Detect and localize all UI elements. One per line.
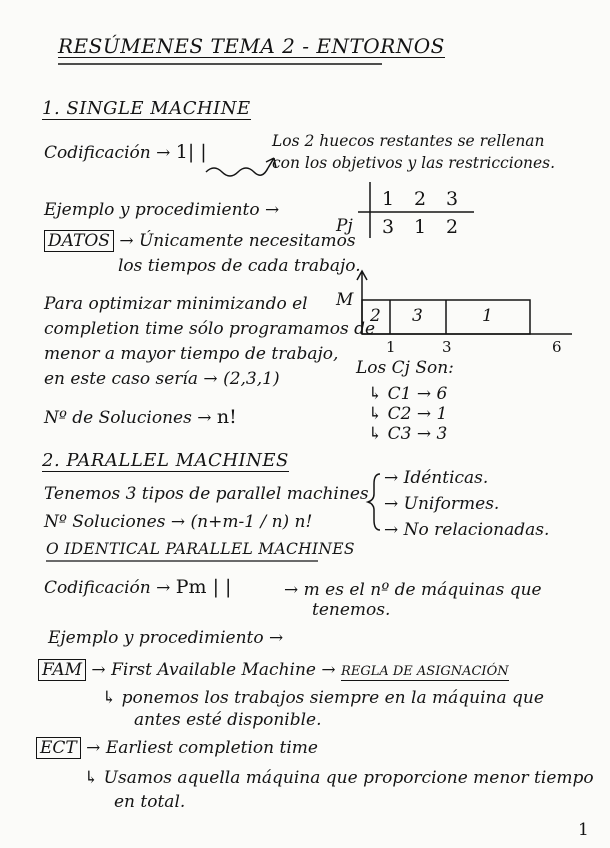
tipos-line: Tenemos 3 tipos de parallel machines xyxy=(44,484,369,504)
ejemplo-label: Ejemplo y procedimiento xyxy=(44,200,260,220)
cj-item-c2: ↳ C2 → 1 xyxy=(368,404,448,424)
datos-text-1: Únicamente necesitamos xyxy=(138,231,356,251)
gantt-tick-6: 6 xyxy=(552,338,562,356)
cj-item-c1: ↳ C1 → 6 xyxy=(368,384,448,404)
datos-line xyxy=(44,233,356,250)
fam-desc-1-text: ponemos los trabajos siempre en la máquina que xyxy=(121,688,544,708)
num-solutions-pm-label: Nº Soluciones xyxy=(44,512,166,532)
gantt-block-3: 3 xyxy=(412,306,423,326)
codificacion-value: 1| | xyxy=(175,141,207,163)
ect-desc-2: en total. xyxy=(114,792,186,812)
arrow-icon: → xyxy=(156,578,171,598)
arrow-icon: → xyxy=(119,231,134,251)
hook-arrow-icon: ↳ xyxy=(102,688,117,708)
codificacion-pm-value: Pm | | xyxy=(175,576,232,598)
optimal-order: (2,3,1) xyxy=(223,369,280,389)
gantt-tick-3: 3 xyxy=(442,338,452,356)
codificacion-line xyxy=(44,143,207,162)
num-solutions-value: n! xyxy=(216,406,237,428)
fam-tag: FAM xyxy=(38,659,86,681)
page-title: RESÚMENES TEMA 2 - ENTORNOS xyxy=(58,34,445,58)
table-row-label: Pj xyxy=(336,216,353,236)
cj-item-c3: ↳ C3 → 3 xyxy=(368,424,448,444)
ejemplo-pm-label: Ejemplo y procedimiento xyxy=(48,628,264,648)
m-text-1: m es el nº de máquinas que xyxy=(303,580,542,600)
datos-tag: DATOS xyxy=(44,230,114,252)
arrow-icon: → xyxy=(269,628,284,648)
arrow-icon: → xyxy=(91,660,106,680)
brace xyxy=(368,474,380,530)
table-job-1: 1 xyxy=(382,188,395,210)
table-job-2: 2 xyxy=(414,188,427,210)
page-number: 1 xyxy=(578,820,589,840)
gantt-block-1: 1 xyxy=(482,306,493,326)
ect-line xyxy=(36,740,318,757)
arrow-icon: → xyxy=(321,660,336,680)
para-line-1: Para optimizar minimizando el xyxy=(44,294,308,314)
fam-desc-1 xyxy=(102,690,544,707)
ect-desc-1 xyxy=(84,770,594,787)
arrow-icon: → xyxy=(86,738,101,758)
table-time-2: 1 xyxy=(414,216,427,238)
arrow-icon: → xyxy=(197,408,212,428)
num-solutions-label: Nº de Soluciones xyxy=(44,408,192,428)
codificacion-pm-label: Codificación xyxy=(44,578,151,598)
arrow-icon: → xyxy=(170,512,186,532)
para-line-3: menor a mayor tiempo de trabajo, xyxy=(44,344,339,364)
identical-heading: O IDENTICAL PARALLEL MACHINES xyxy=(46,540,355,558)
gantt-block-2: 2 xyxy=(370,306,381,326)
ect-tag: ECT xyxy=(36,737,81,759)
wavy-arrow xyxy=(206,168,268,176)
machine-type-0: → Idénticas. xyxy=(384,468,489,488)
fam-desc-2: antes esté disponible. xyxy=(134,710,322,730)
num-solutions-line xyxy=(44,408,237,427)
num-solutions-pm-value: (n+m-1 / n) n! xyxy=(190,512,313,532)
fam-line xyxy=(38,662,509,679)
para-line-2: completion time sólo programamos de xyxy=(44,319,376,339)
arrow-icon: → xyxy=(265,200,280,220)
ejemplo-line xyxy=(44,202,279,219)
table-time-1: 3 xyxy=(382,216,395,238)
codificacion-label: Codificación xyxy=(44,143,151,163)
ect-text: Earliest completion time xyxy=(105,738,318,758)
table-job-3: 3 xyxy=(446,188,459,210)
huecos-line-2: con los objetivos y las restricciones. xyxy=(272,154,556,172)
section-2-heading: 2. PARALLEL MACHINES xyxy=(42,450,289,471)
huecos-line-1: Los 2 huecos restantes se rellenan xyxy=(272,132,545,150)
fam-text: First Available Machine xyxy=(111,660,316,680)
codificacion-pm-line xyxy=(44,578,231,597)
arrow-icon: → xyxy=(156,143,171,163)
hook-arrow-icon: ↳ xyxy=(84,768,99,788)
ect-desc-1-text: Usamos aquella máquina que proporcione menor tiempo xyxy=(103,768,594,788)
datos-text-2: los tiempos de cada trabajo. xyxy=(118,256,361,276)
table-time-3: 2 xyxy=(446,216,459,238)
num-solutions-pm-line xyxy=(44,514,312,531)
arrow-icon: → xyxy=(203,369,218,389)
para-line-4 xyxy=(44,371,280,388)
regla-asignacion: REGLA DE ASIGNACIÓN xyxy=(341,664,509,679)
gantt-tick-1: 1 xyxy=(386,338,396,356)
ejemplo-pm-line xyxy=(48,630,283,647)
gantt-machine-label: M xyxy=(336,290,354,310)
m-line-2: tenemos. xyxy=(312,600,391,620)
machine-type-1: → Uniformes. xyxy=(384,494,500,514)
m-line-1 xyxy=(284,582,542,599)
cj-title: Los Cj Son: xyxy=(356,358,454,378)
para-line-4-text: en este caso sería xyxy=(44,369,198,389)
arrow-icon: → xyxy=(284,580,299,600)
section-1-heading: 1. SINGLE MACHINE xyxy=(42,98,251,119)
machine-type-2: → No relacionadas. xyxy=(384,520,550,540)
